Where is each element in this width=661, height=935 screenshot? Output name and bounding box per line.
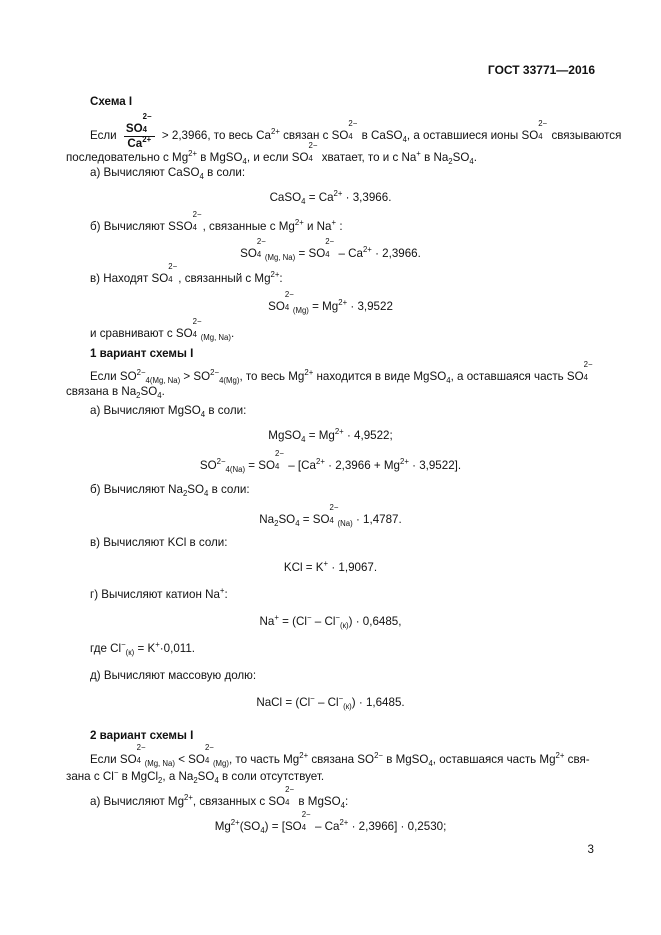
formula-mg-so4: $Mg^{2+}(SO_4) = [SO$ 2− 4 – $Ca^{2+} \cdot 2,3966] \cdot 0,2530$; (214, 810, 447, 835)
compare-line: и сравнивают с SO 2− 4 $_{(Mg, Na)}$. (90, 317, 235, 342)
step-a-caso4: а) Вычисляют CaSO$_4$ в соли: (90, 166, 246, 181)
standard-code: ГОСТ 33771—2016 (487, 63, 595, 77)
formula-so4-mg: SO 2− 4 $_{(Mg)} = Mg^{2+} \cdot 3,9522$ (268, 290, 393, 315)
page-number: 3 (587, 843, 594, 856)
variant1-step-a: а) Вычисляют MgSO$_4$ в соли: (90, 404, 247, 419)
variant2-condition-line: Если SO 2− 4 $_{(Mg, Na)}$ < SO 2− 4 $_{(Mg)}$, то часть $Mg^{2+}$ связана $SO^{2-}$ в MgSO$_4$, оставшаяся часть $Mg^{2+}$ свя- (90, 743, 590, 768)
variant2-title: 2 вариант схемы I (90, 729, 194, 742)
formula-kcl: KCl = K+ · 1,9067. (283, 559, 378, 574)
ratio-numerator: SO 2− 4 (124, 118, 155, 137)
formula-caso4: CaSO$_4$ = $Ca^{2+} \cdot 3,3966$. (269, 189, 392, 206)
variant1-step-b: б) Вычисляют $Na_2SO_4$ в соли: (90, 483, 250, 498)
formula-mgso4: MgSO$_4$ = $Mg^{2+} \cdot 4,9522$; (268, 427, 393, 444)
formula-na2so4: $Na_2SO_4$ = SO 2− 4 $_{(Na)}$ · 1,4787. (259, 503, 402, 528)
variant2-condition-cont: зана с Cl− в MgCl$_2$, а $Na_2SO_4$ в соли отсутствует. (66, 768, 325, 785)
scheme-continuation-line: последовательно с $Mg^{2+}$ в MgSO$_4$, и если SO 2− 4 хватает, то и с Na+ в $Na_2SO_4$. (66, 141, 477, 166)
formula-so4-mg-na: SO 2− 4 $_{(Mg, Na)}$ = SO 2− 4 – $Ca^{2+} \cdot 2,3966$. (240, 237, 421, 262)
variant1-step-v: в) Вычисляют KCl в соли: (90, 536, 228, 549)
scheme-title: Схема I (90, 95, 133, 108)
variant1-condition-line: Если $SO^{2-}_{4(Mg, Na)} > SO^{2-}_{4(Mg)}$, то весь $Mg^{2+}$ находится в виде MgSO$_4$, а оставшаяся часть SO 2− 4 (90, 360, 593, 385)
variant1-title: 1 вариант схемы I (90, 347, 194, 360)
step-b-sso4: б) Вычисляют SSO 2− 4 , связанные с $Mg^{2+}$ и Na+ : (90, 210, 343, 233)
variant1-step-g: г) Вычисляют катион Na+: (90, 586, 228, 601)
formula-na-cation: $Na^+ = (Cl^- - Cl^-_{(к)}) \cdot 0,6485$, (259, 613, 402, 630)
text: Если (90, 129, 117, 143)
variant1-where-line: где $Cl^-_{(к)} = K^+\cdot 0,011$. (90, 640, 196, 657)
scheme-condition-line: Если SO 2− 4 $Ca^{2+}$ > 2,3966, то весь $Ca^{2+}$ связан с SO 2− 4 в CaSO$_4$, а оставшиеся ионы SO 2− 4 связываются (90, 112, 622, 150)
variant2-step-a: а) Вычисляют $Mg^{2+}$, связанных с SO 2− 4 в MgSO$_4$: (90, 785, 349, 810)
variant1-condition-cont: связана в $Na_2SO_4$. (66, 385, 165, 400)
variant1-step-d: д) Вычисляют массовую долю: (90, 669, 257, 682)
step-v-so4-mg: в) Находят SO 2− 4 , связанный с $Mg^{2+}$: (90, 262, 283, 285)
sulfate-calcium-ratio (124, 112, 155, 150)
formula-so4-na: $SO^{2-}_{4(Na)}$ = SO 2− 4 – $[Ca^{2+} \cdot 2,3966 + Mg^{2+} \cdot 3,9522]$. (199, 449, 462, 474)
ratio-denominator: $Ca^{2+}$ (127, 135, 152, 150)
formula-nacl: NaCl = $(Cl^- - Cl^-_{(к)}) \cdot 1,6485$. (256, 694, 405, 711)
